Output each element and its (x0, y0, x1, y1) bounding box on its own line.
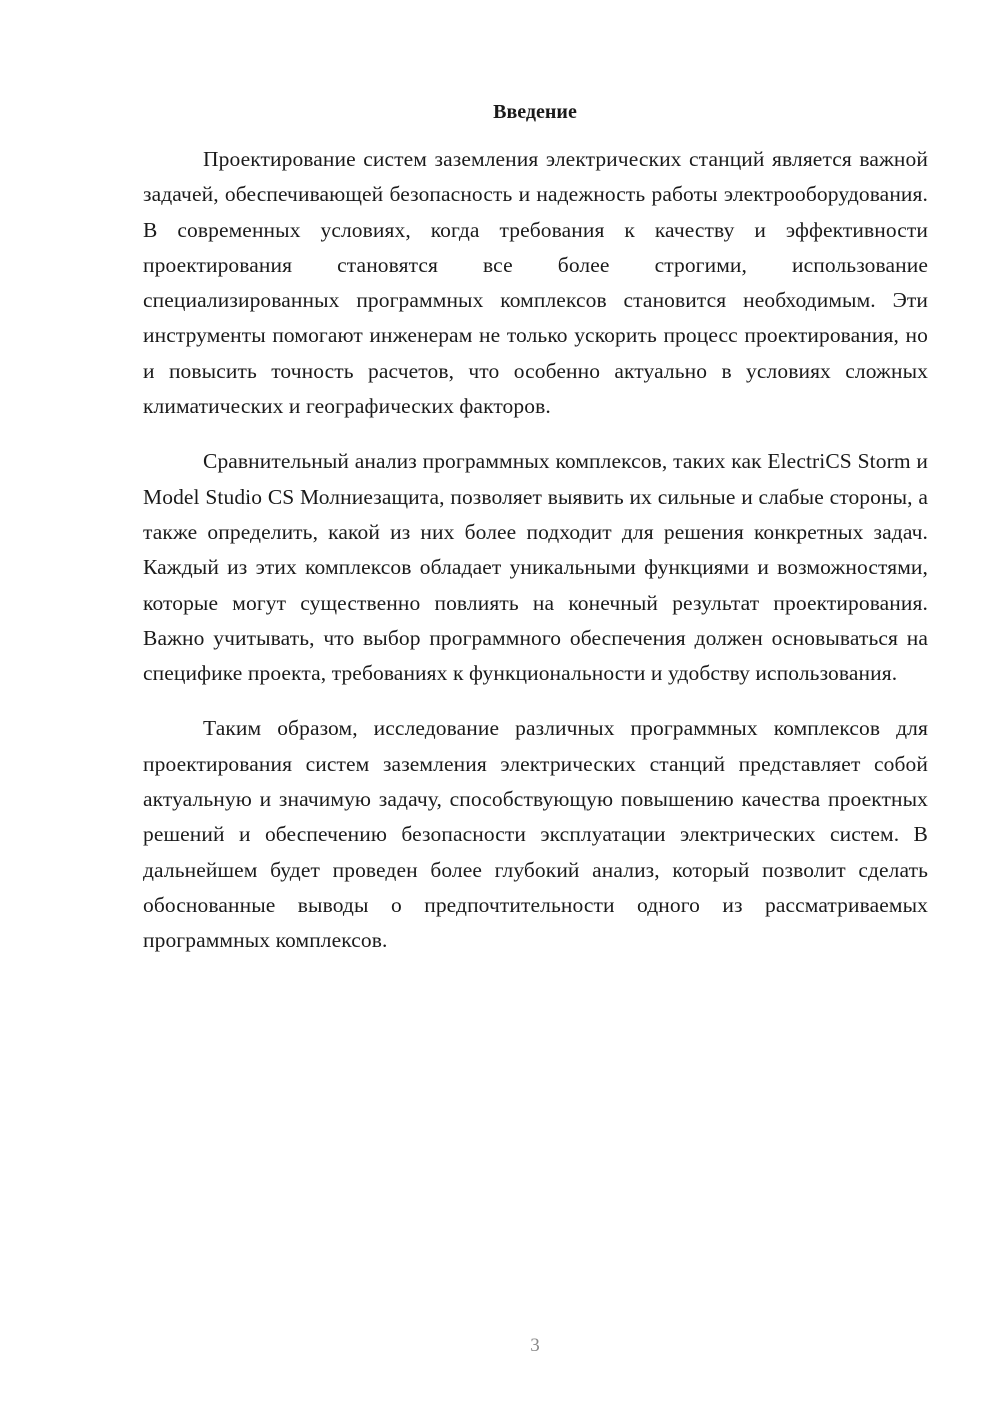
body-text (143, 142, 928, 979)
section-heading: Введение (493, 101, 577, 123)
page-number: 3 (530, 1335, 540, 1356)
paragraph-2: Сравнительный анализ программных комплексов, таких как ElectriCS Storm и Model Studio CS Молниезащита, позволяет выявить их сильные и слабые стороны, а также определить, какой из них более подходит для решения конкретных задач. Каждый из этих комплексов обладает уникальными функциями и возможностями, которые могут существенно повлиять на конечный результат проектирования. Важно учитывать, что выбор программного обеспечения должен основываться на специфике проекта, требованиях к функциональности и удобству использования. (143, 449, 928, 686)
paragraph-1: Проектирование систем заземления электрических станций является важной задачей, обеспечивающей безопасность и надежность работы электрооборудования. В современных условиях, когда требования к качеству и эффективности проектирования становятся все более строгими, использование специализированных программных комплексов становится необходимым. Эти инструменты помогают инженерам не только ускорить процесс проектирования, но и повысить точность расчетов, что особенно актуально в условиях сложных климатических и географических факторов. (143, 147, 928, 419)
paragraph-3: Таким образом, исследование различных программных комплексов для проектирования систем заземления электрических станций представляет собой актуальную и значимую задачу, способствующую повышению качества проектных решений и обеспечению безопасности эксплуатации электрических систем. В дальнейшем будет проведен более глубокий анализ, который позволит сделать обоснованные выводы о предпочтительности одного из рассматриваемых программных комплексов. (143, 716, 928, 953)
